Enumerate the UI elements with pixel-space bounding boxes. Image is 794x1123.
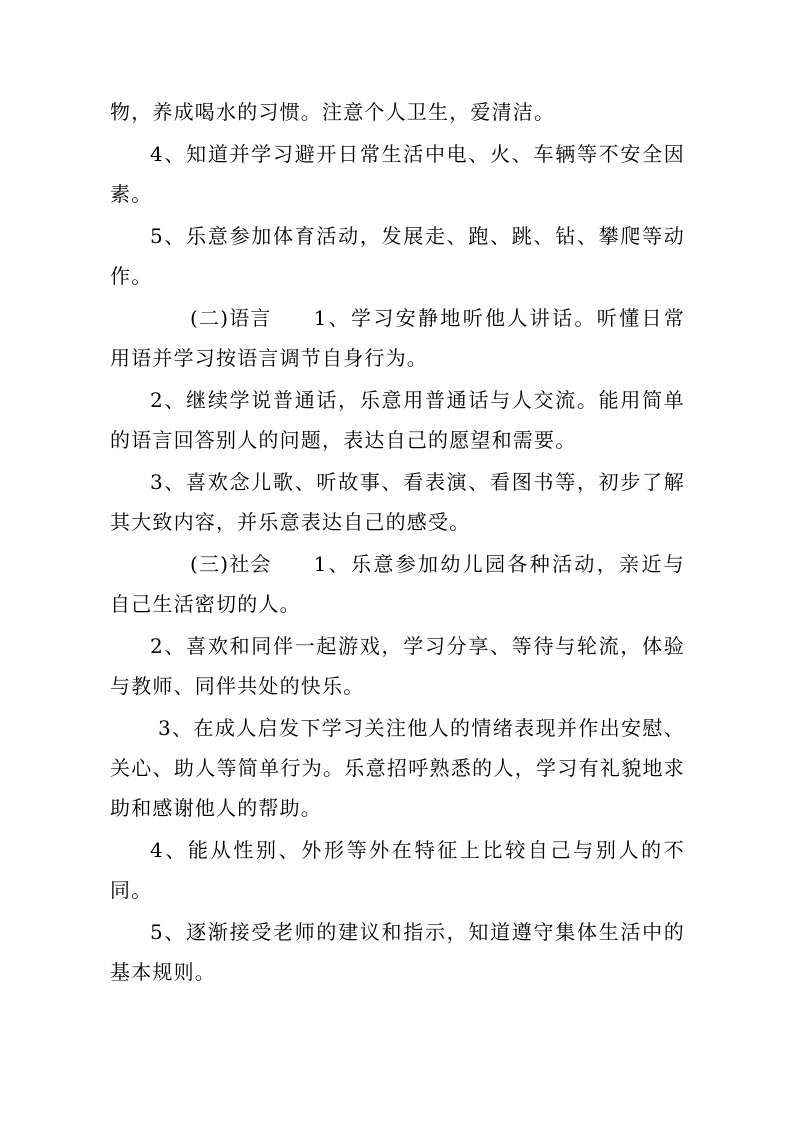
paragraph-social-item-1 [110, 544, 685, 624]
document-body [110, 92, 685, 994]
paragraph-health-item-4: 4、知道并学习避开日常生活中电、火、车辆等不安全因素。 [110, 142, 685, 206]
section-heading-language: (二)语言 [190, 306, 272, 330]
social-item-1-text: 1、乐意参加幼儿园各种活动，亲近与自己生活密切的人。 [110, 552, 685, 616]
section-heading-social: (三)社会 [190, 552, 272, 576]
paragraph-continuation: 物，养成喝水的习惯。注意个人卫生，爱清洁。 [110, 100, 556, 124]
paragraph-social-item-4: 4、能从性别、外形等外在特征上比较自己与别人的不同。 [110, 838, 685, 902]
paragraph-social-item-5: 5、逐渐接受老师的建议和指示，知道遵守集体生活中的基本规则。 [110, 920, 685, 984]
paragraph-language-item-3: 3、喜欢念儿歌、听故事、看表演、看图书等，初步了解其大致内容，并乐意表达自己的感受。 [110, 470, 685, 534]
language-item-1-text: 1、学习安静地听他人讲话。听懂日常用语并学习按语言调节自身行为。 [110, 306, 685, 370]
paragraph-social-item-3: 3、在成人启发下学习关注他人的情绪表现并作出安慰、关心、助人等简单行为。乐意招呼熟悉的人，学习有礼貌地求助和感谢他人的帮助。 [110, 716, 685, 820]
paragraph-health-item-5: 5、乐意参加体育活动，发展走、跑、跳、钻、攀爬等动作。 [110, 224, 685, 288]
paragraph-language-item-2: 2、继续学说普通话，乐意用普通话与人交流。能用简单的语言回答别人的问题，表达自己的愿望和需要。 [110, 388, 685, 452]
paragraph-language-item-1 [110, 298, 685, 378]
paragraph-social-item-2: 2、喜欢和同伴一起游戏，学习分享、等待与轮流，体验与教师、同伴共处的快乐。 [110, 634, 685, 698]
